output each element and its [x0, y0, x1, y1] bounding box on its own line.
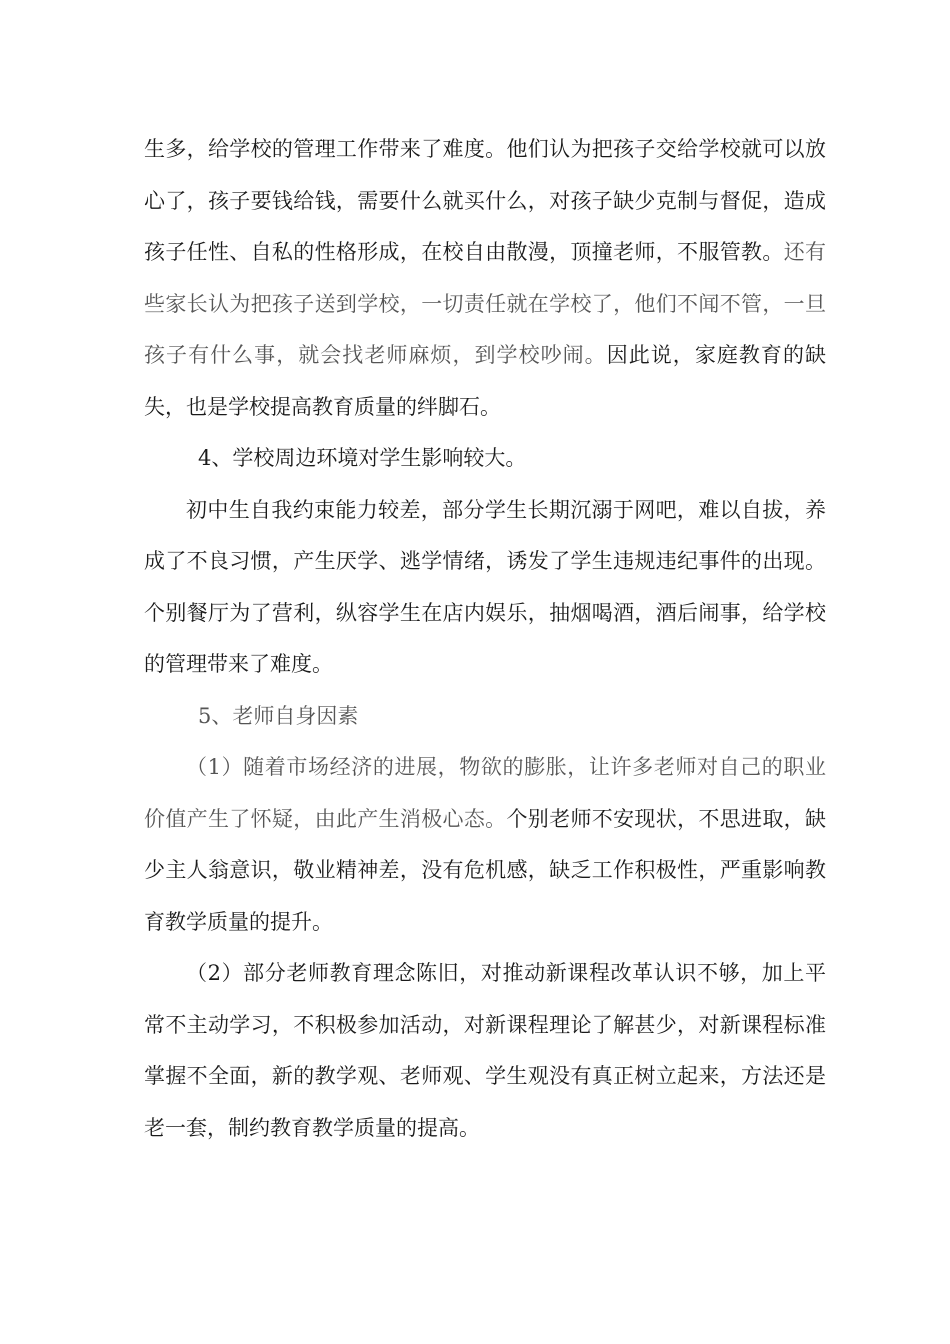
section-heading-4: 4、学校周边环境对学生影响较大。	[198, 446, 527, 470]
paragraph-teacher-factor-1	[144, 742, 826, 948]
paragraph-text: 个别老师不安现状，不思进取，缺少主人翁意识，敬业精神差，没有危机感，缺乏工作积极性，严重影响教育教学质量的提升。	[144, 806, 826, 934]
paragraph-teacher-factor-2: （2）部分老师教育理念陈旧，对推动新课程改革认识不够，加上平常不主动学习，不积极参加活动，对新课程理论了解甚少，对新课程标准掌握不全面，新的教学观、老师观、学生观没有真正树立起来，方法还是老一套，制约教育教学质量的提高。	[144, 961, 826, 1140]
section-heading-5: 5、老师自身因素	[198, 703, 359, 728]
paragraph-text: 因此说，家庭教育的缺失，也是学校提高教育质量的绊脚石。	[144, 343, 827, 419]
paragraph-text: 生多，给学校的管理工作带来了难度。他们认为把孩子交给学校就可以放心了，孩子要钱给钱，需要什么就买什么，对孩子缺少克制与督促，造成孩子任性、自私的性格形成，在校自由散漫，顶撞老师，不服管教。	[144, 137, 826, 264]
paragraph-text: （1）随着市场经济的进展，物欲的膨胀，让许多老师对自己的职业价值产生了怀疑，由此产生消极心态。	[144, 755, 826, 831]
paragraph-environment: 初中生自我约束能力较差，部分学生长期沉溺于网吧，难以自拔，养成了不良习惯，产生厌学、逃学情绪，诱发了学生违规违纪事件的出现。个别餐厅为了营利，纵容学生在店内娱乐，抽烟喝酒，酒后闹事，给学校的管理带来了难度。	[144, 497, 826, 676]
document-body	[144, 124, 826, 1154]
paragraph-text: 还有些家长认为把孩子送到学校，一切责任就在学校了，他们不闻不管，一旦孩子有什么事，就会找老师麻烦，到学校吵闹。	[144, 240, 827, 367]
paragraph-family-education	[144, 124, 826, 433]
